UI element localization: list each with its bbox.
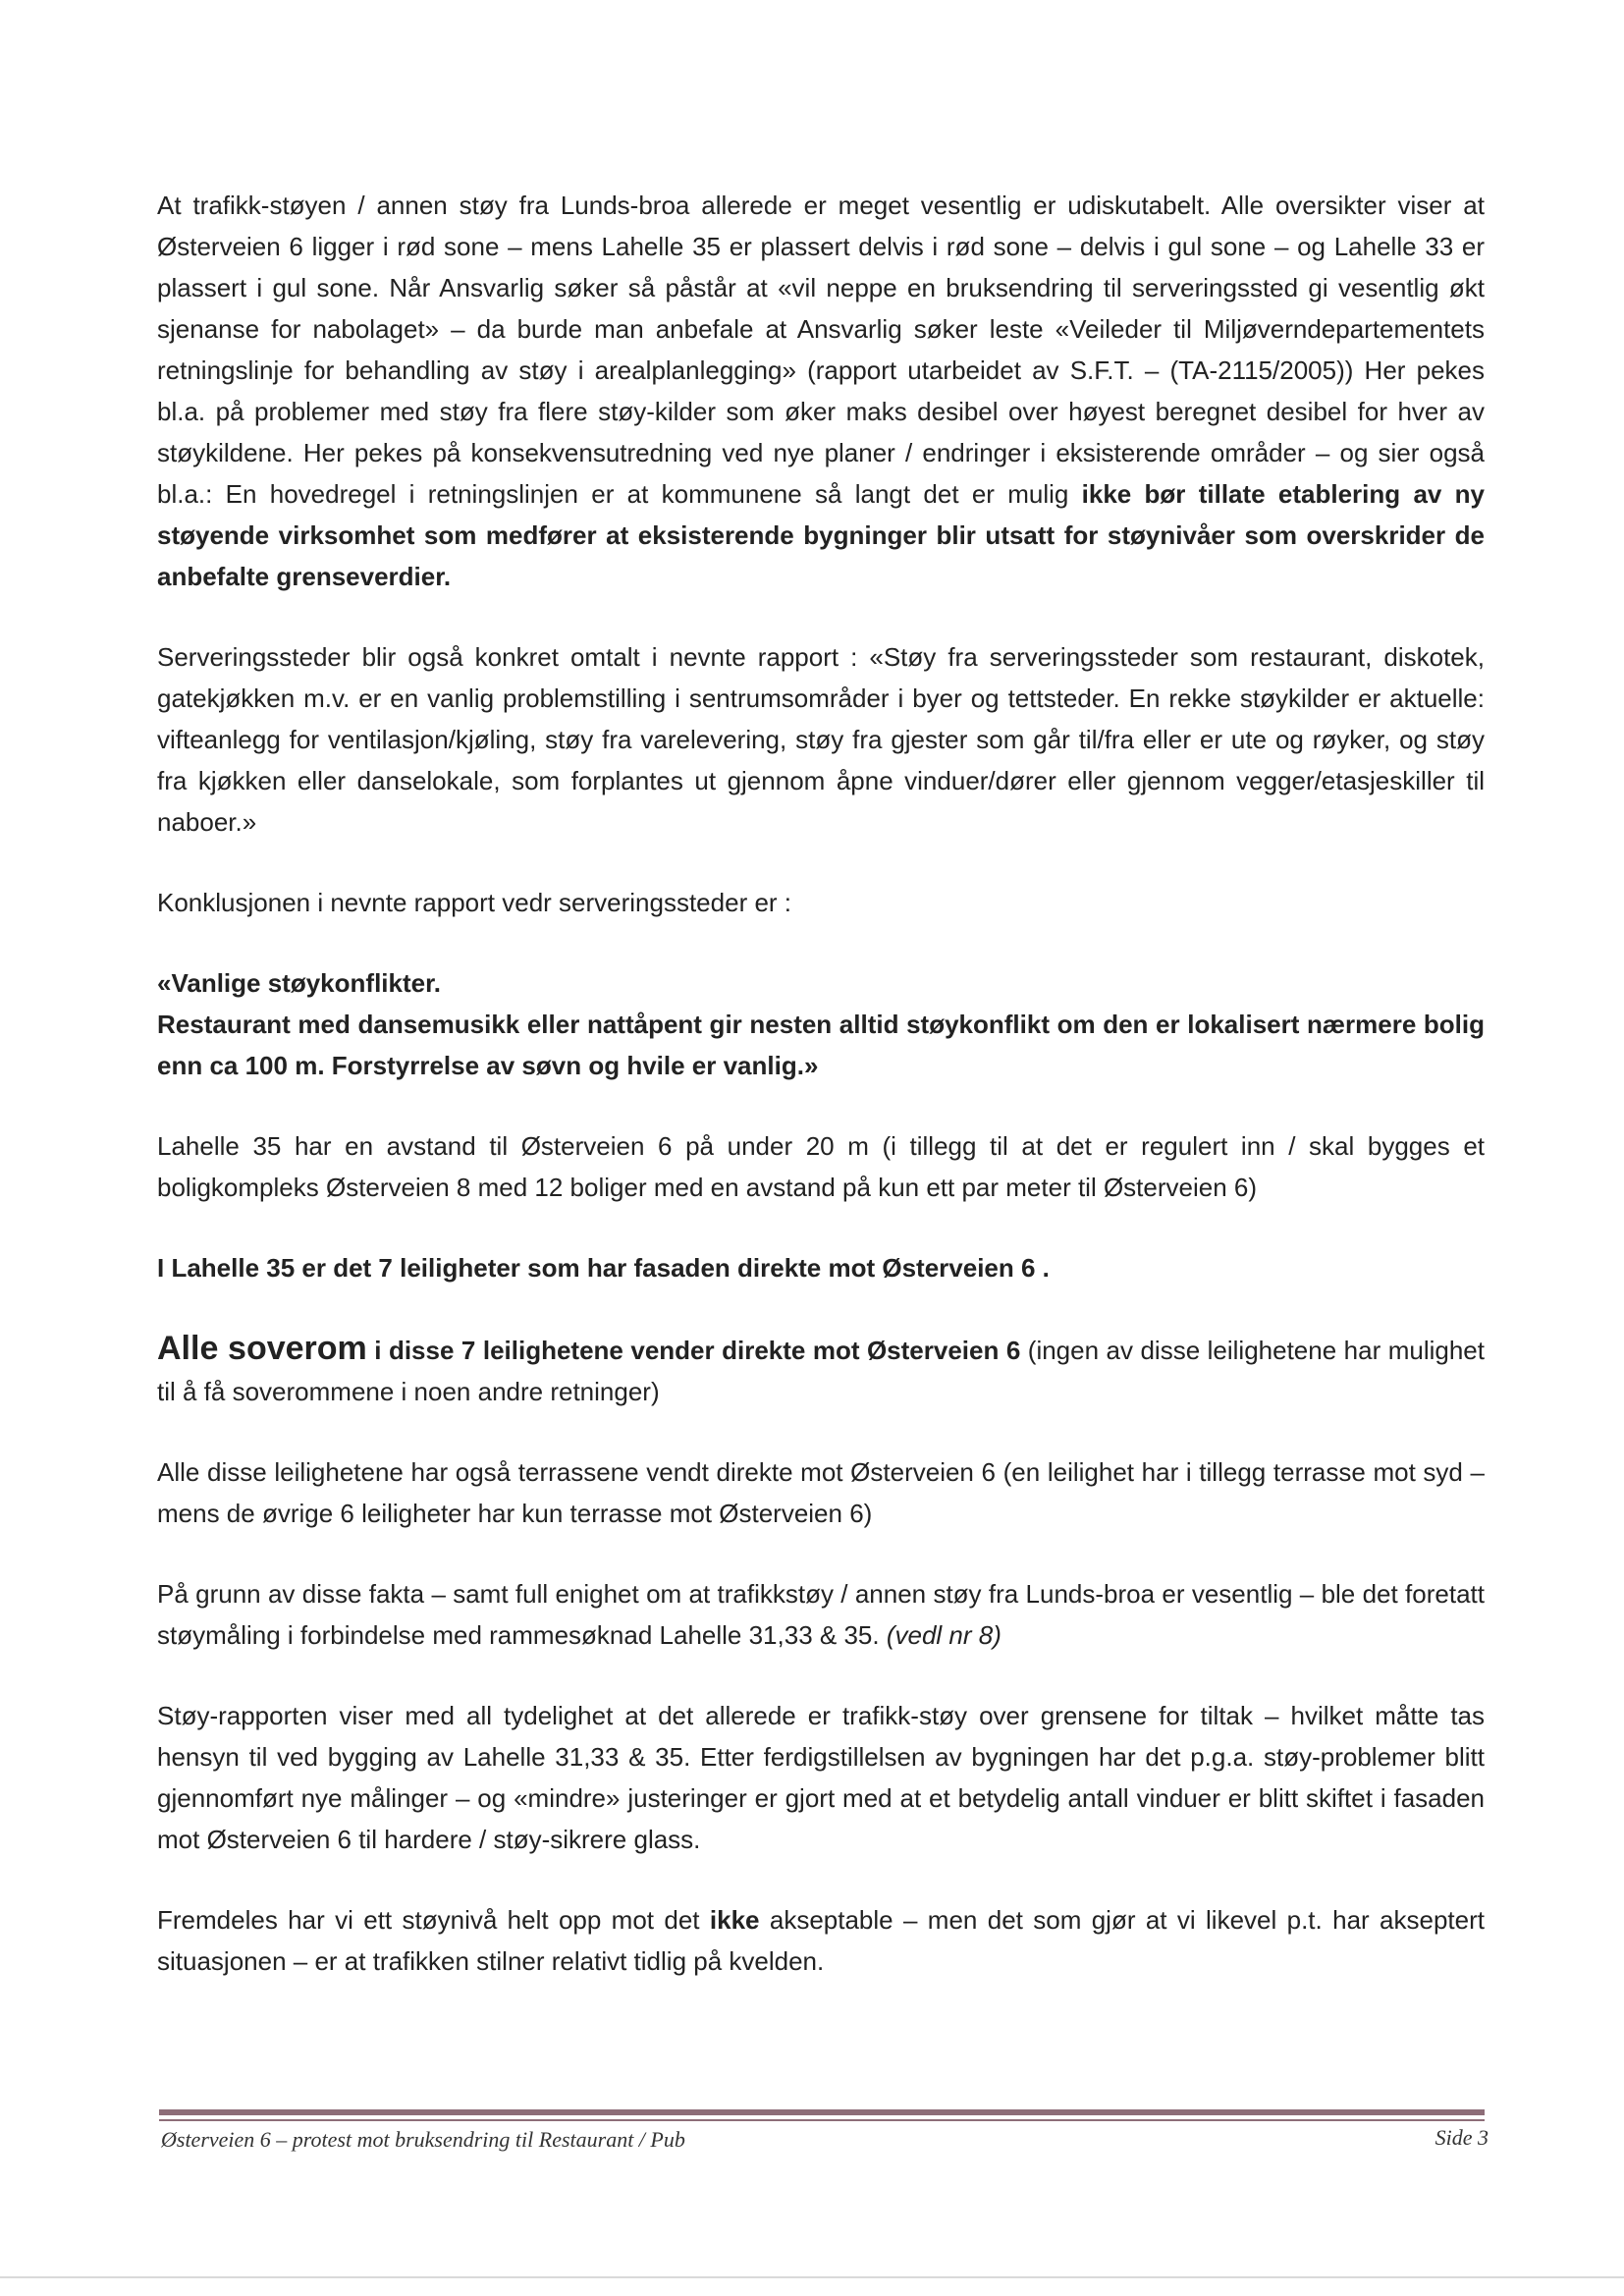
- footer-divider-thin: [159, 2119, 1485, 2121]
- attachment-reference: (vedl nr 8): [886, 1620, 1001, 1650]
- body-text: [157, 185, 1485, 2021]
- paragraph-text: Fremdeles har vi ett støynivå helt opp mot det: [157, 1905, 710, 1935]
- paragraph-noise-report: Støy-rapporten viser med all tydelighet at det allerede er trafikk-støy over grensene for tiltak – hvilket måtte tas hensyn til ved bygging av Lahelle 31,33 & 35. Etter ferdigstillelsen av bygningen har det p.g.a. støy-problemer blitt gjennomført nye målinger – og «mindre» justeringer er gjort med at et betydelig antall vinduer er blitt skiftet i fasaden mot Østerveien 6 til hardere / støy-sikrere glass.: [157, 1701, 1485, 1854]
- paragraph-text: (ingen av disse leilighetene har mulighet til å få soverommene i noen andre retninger): [157, 1336, 1485, 1406]
- paragraph-text: akseptable – men det som gjør at vi likevel p.t. har akseptert situasjonen – er at trafikken stilner relativt tidlig på kvelden.: [157, 1905, 1485, 1976]
- paragraph-current-situation: [157, 1899, 1485, 1982]
- paragraph-noise-assessment: [157, 185, 1485, 597]
- paragraph-text: At trafikk-støyen / annen støy fra Lunds-broa allerede er meget vesentlig er udiskutabelt. Alle oversikter viser at Østerveien 6 ligger i rød sone – mens Lahelle 35 er plassert delvis i rød sone – delvis i gul sone – og Lahelle 33 er plassert i gul sone. Når Ansvarlig søker så påstår at «vil neppe en bruksendring til serveringssted gi vesentlig økt sjenanse for nabolaget» – da burde man anbefale at Ansvarlig søker leste «Veileder til Miljøverndepartementets retningslinje for behandling av støy i arealplanlegging» (rapport utarbeidet av S.F.T. – (TA-2115/2005)) Her pekes bl.a. på problemer med støy fra flere støy-kilder som øker maks desibel over høyest beregnet desibel for hver av støykildene. Her pekes på konsekvensutredning ved nye planer / endringer i eksisterende områder – og sier også bl.a.: En hovedregel i retningslinjen er at kommunene så langt det er mulig: [157, 191, 1485, 509]
- emphasis-text: ikke: [709, 1905, 760, 1935]
- scan-edge-line: [0, 2276, 1624, 2278]
- paragraph-bedrooms: [157, 1328, 1485, 1412]
- page-number: Side 3: [1435, 2125, 1489, 2150]
- paragraph-text: På grunn av disse fakta – samt full enighet om at trafikkstøy / annen støy fra Lunds-broa er vesentlig – ble det foretatt støymåling i forbindelse med rammesøknad Lahelle 31,33 & 35.: [157, 1579, 1485, 1650]
- paragraph-distance: Lahelle 35 har en avstand til Østerveien 6 på under 20 m (i tillegg til at det er regulert inn / skal bygges et boligkompleks Østerveien 8 med 12 boliger med en avstand på kun ett par meter til Østerveien 6): [157, 1131, 1485, 1202]
- quote-title: «Vanlige støykonflikter.: [157, 968, 441, 998]
- quote-body: Restaurant med dansemusikk eller nattåpent gir nesten alltid støykonflikt om den er lokalisert nærmere bolig enn ca 100 m. Forstyrrelse av søvn og hvile er vanlig.»: [157, 1010, 1485, 1080]
- highlight-text: Alle soverom: [157, 1330, 367, 1367]
- footer-divider: [159, 2109, 1485, 2115]
- emphasis-text: ikke bør tillate etablering av ny støyende virksomhet som medfører at eksisterende bygninger blir utsatt for støynivåer som overskrider de anbefalte grenseverdier.: [157, 479, 1485, 591]
- footer-title: Østerveien 6 – protest mot bruksendring til Restaurant / Pub: [161, 2127, 685, 2152]
- emphasis-text: I Lahelle 35 er det 7 leiligheter som har fasaden direkte mot Østerveien 6 .: [157, 1253, 1050, 1283]
- paragraph-noise-measurement: [157, 1573, 1485, 1656]
- paragraph-conclusion-intro: Konklusjonen i nevnte rapport vedr serveringssteder er :: [157, 888, 792, 917]
- paragraph-serving-places: Serveringssteder blir også konkret omtalt i nevnte rapport : «Støy fra serveringssteder som restaurant, diskotek, gatekjøkken m.v. er en vanlig problemstilling i sentrumsområder i byer og tettsteder. En rekke støykilder er aktuelle: vifteanlegg for ventilasjon/kjøling, støy fra varelevering, støy fra gjester som går til/fra eller er ute og røyker, og støy fra kjøkken eller danselokale, som forplantes ut gjennom åpne vinduer/dører eller gjennom vegger/etasjeskiller til naboer.»: [157, 642, 1485, 837]
- paragraph-terraces: Alle disse leilighetene har også terrassene vendt direkte mot Østerveien 6 (en leilighet har i tillegg terrasse mot syd – mens de øvrige 6 leiligheter har kun terrasse mot Østerveien 6): [157, 1457, 1485, 1528]
- paragraph-apartments: [157, 1247, 1485, 1288]
- emphasis-text: i disse 7 leilighetene vender direkte mot Østerveien 6: [366, 1336, 1021, 1365]
- quote-conclusion: [157, 962, 1485, 1086]
